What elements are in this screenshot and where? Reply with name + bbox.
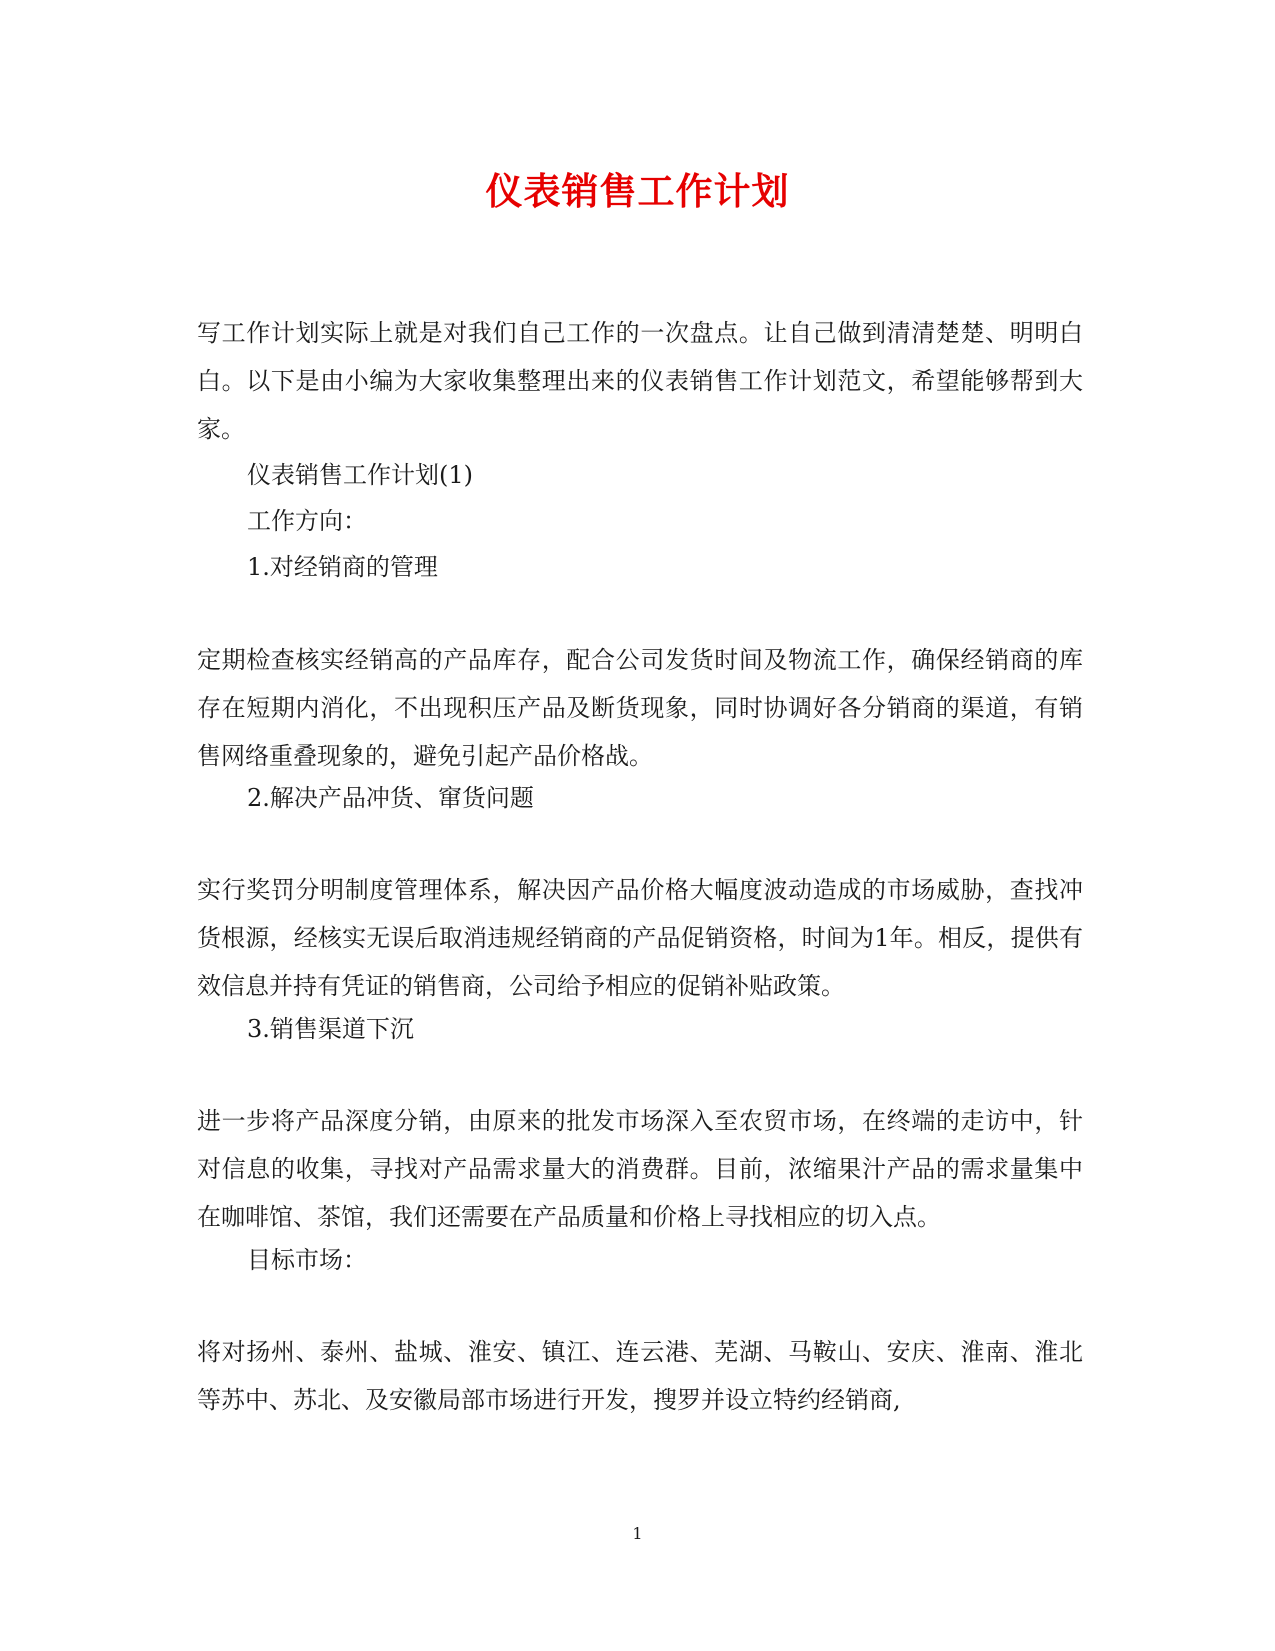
section-heading-3: 3.销售渠道下沉: [247, 1015, 414, 1043]
target-market-paragraph: 将对扬州、泰州、盐城、淮安、镇江、连云港、芜湖、马鞍山、安庆、淮南、淮北等苏中、苏北、及安徽局部市场进行开发，搜罗并设立特约经销商,: [197, 1338, 1083, 1414]
section-paragraph-2: 实行奖罚分明制度管理体系，解决因产品价格大幅度波动造成的市场威胁，查找冲货根源，经核实无误后取消违规经销商的产品促销资格，时间为1年。相反，提供有效信息并持有凭证的销售商，公司给予相应的促销补贴政策。: [197, 876, 1083, 1000]
section-paragraph-3: 进一步将产品深度分销，由原来的批发市场深入至农贸市场，在终端的走访中，针对信息的收集，寻找对产品需求量大的消费群。目前，浓缩果汁产品的需求量集中在咖啡馆、茶馆，我们还需要在产品质量和价格上寻找相应的切入点。: [197, 1107, 1083, 1231]
section-heading-2: 2.解决产品冲货、窜货问题: [247, 784, 534, 812]
intro-paragraph: 写工作计划实际上就是对我们自己工作的一次盘点。让自己做到清清楚楚、明明白白。以下是由小编为大家收集整理出来的仪表销售工作计划范文，希望能够帮到大家。: [197, 319, 1083, 443]
target-market-label: 目标市场：: [247, 1246, 367, 1274]
section-paragraph-1: 定期检查核实经销高的产品库存，配合公司发货时间及物流工作，确保经销商的库存在短期内消化，不出现积压产品及断货现象，同时协调好各分销商的渠道，有销售网络重叠现象的，避免引起产品价格战。: [197, 646, 1083, 770]
section-heading-1: 1.对经销商的管理: [247, 553, 438, 581]
document-title: 仪表销售工作计划: [485, 169, 790, 213]
page-number: 1: [632, 1524, 643, 1543]
plan-heading: 仪表销售工作计划(1): [247, 461, 473, 489]
direction-label: 工作方向：: [247, 507, 367, 535]
